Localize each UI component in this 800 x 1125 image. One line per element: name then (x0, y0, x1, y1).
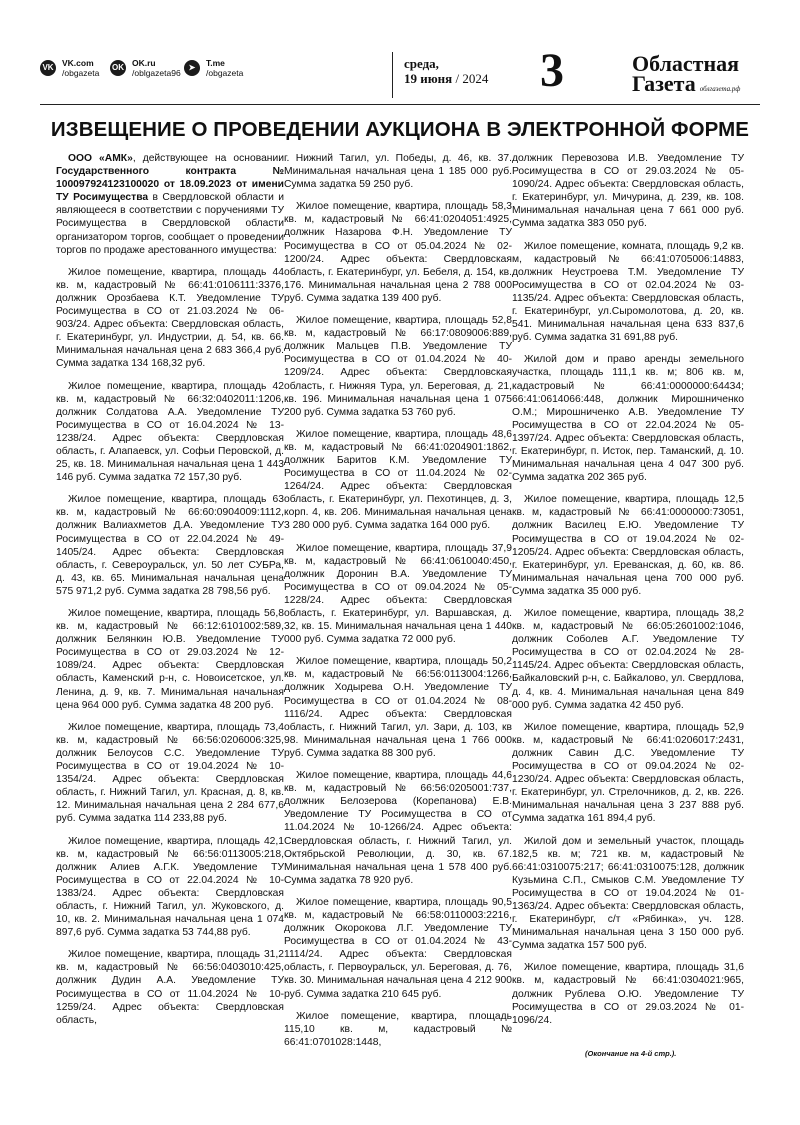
lot-paragraph: Жилое помещение, квартира, площадь 44,6 кв. м, кадастровый № 66:56:0205001:737, должник Белозерова (Корепанова) Е.В. Уведомление ТУ Росимущества в СО от 11.04.2024 № 10-1266/24. Адрес объекта: Свердловская область, г. Нижний Тагил, ул. Октябрьской Революции, д. 30, кв. 67. Минимальная начальная цена 1 578 400 руб. Сумма задатка 78 920 руб. (284, 770, 512, 886)
lot-paragraph: Жилой дом и право аренды земельного участка, площадь 111,1 кв. м; 806 кв. м, кадастровый № 66:41:0000000:64434; 66:41:0614066:448, должник Мирошниченко О.М.; Мирошниченко А.В. Уведомление ТУ Росимущества в СО от 22.04.2024 № 05-1397/24. Адрес объекта: Свердловская область, г. Екатеринбург, п. Исток, пер. Таманский, д. 10. Минимальная начальная цена 4 047 300 руб. Сумма задатка 202 365 руб. (512, 354, 744, 484)
page-number: 3 (540, 44, 564, 97)
article-body (40, 152, 760, 1072)
lot-paragraph: Жилое помещение, квартира, площадь 115,10 кв. м, кадастровый № 66:41:0701028:1448, (284, 1010, 512, 1048)
continuation-note: (Окончание на 4-й стр.). (585, 1049, 677, 1058)
lot-paragraph: Жилое помещение, квартира, площадь 90,5 кв. м, кадастровый № 66:58:0110003:2216, должник Окорокова Л.Г. Уведомление ТУ Росимущества в СО от 01.04.2024 № 43-1114/24. Адрес объекта: Свердловская область, г. Первоуральск, ул. Береговая, д. 76, кв. 30. Минимальная начальная цена 4 212 900 руб. Сумма задатка 210 645 руб. (284, 896, 512, 1000)
lot-paragraph: Жилое помещение, квартира, площадь 52,9 кв. м, кадастровый № 66:41:0206017:2431, должник Савин Д.С. Уведомление ТУ Росимущества в СО от 09.04.2024 № 02-1230/24. Адрес объекта: Свердловская область, г. Екатеринбург, ул. Стрелочников, д. 2, кв. 226. Минимальная начальная цена 3 237 888 руб. Сумма задатка 161 894,4 руб. (512, 721, 744, 825)
lot-paragraph: Жилое помещение, квартира, площадь 48,6 кв. м, кадастровый № 66:41:0204901:1862, должник Баритов К.М. Уведомление ТУ Росимущества в СО от 11.04.2024 № 02-1264/24. Адрес объекта: Свердловская область, г. Екатеринбург, ул. Пехотинцев, д. 3, корп. 4, кв. 206. Минимальная начальная цена 3 280 000 руб. Сумма задатка 164 000 руб. (284, 428, 512, 532)
lot-paragraph: Жилое помещение, квартира, площадь 37,9 кв. м, кадастровый № 66:41:0610040:450, должник Доронин В.А. Уведомление ТУ Росимущества в СО от 09.04.2024 № 05-1228/24. Адрес объекта: Свердловская область, г. Екатеринбург, ул. Варшавская, д. 32, кв. 15. Минимальная начальная цена 1 440 000 руб. Сумма задатка 72 000 руб. (284, 542, 512, 646)
lot-paragraph: Жилое помещение, квартира, площадь 42 кв. м, кадастровый № 66:32:0402011:1206, должник Солдатова А.А. Уведомление ТУ Росимущества в СО от 16.04.2024 № 13-1238/24. Адрес объекта: Свердловская область, г. Алапаевск, ул. Софьи Перовской, д. 25, кв. 18. Минимальная начальная цена 1 443 146 руб. Сумма задатка 72 157,30 руб. (56, 380, 284, 484)
intro-paragraph: ООО «АМК», действующее на основании Государственного контракта № 100097924123100020 от 18.09.2023 от имени ТУ Росимущества в Свердловской области и являющееся в соответствии с поручениями ТУ Росимущества в Свердловской области организатором торгов, сообщает о проведении торгов по продаже арестованного имущества: (56, 153, 284, 256)
lot-paragraph: Жилое помещение, квартира, площадь 31,2 кв. м, кадастровый № 66:56:0403010:425, должник Дудин А.А. Уведомление ТУ Росимущества в СО от 11.04.2024 № 10-1259/24. Адрес объекта: Свердловская область, (56, 949, 284, 1026)
header-rule (40, 104, 760, 105)
ok-link[interactable]: OK OK.ru /oblgazeta96 (112, 58, 181, 78)
ok-icon: OK (110, 60, 126, 76)
telegram-link[interactable]: ➤ T.me /obgazeta (184, 58, 243, 78)
lot-paragraph: Жилое помещение, квартира, площадь 50,2 кв. м, кадастровый № 66:56:0113004:1266, должник Ходырева О.Н. Уведомление ТУ Росимущества в СО от 01.04.2024 № 08-1116/24. Адрес объекта: Свердловская область, г. Нижний Тагил, ул. Зари, д. 103, кв 98. Минимальная начальная цена 1 766 000 руб. Сумма задатка 88 300 руб. (284, 656, 512, 759)
lot-paragraph: Жилое помещение, квартира, площадь 52,8 кв. м, кадастровый № 66:17:0809006:889, должник Мальцев П.В. Уведомление ТУ Росимущества в СО от 01.04.2024 № 40-1209/24. Адрес объекта: Свердловская область, г. Нижняя Тура, ул. Береговая, д. 21, кв. 196. Минимальная начальная цена 1 075 200 руб. Сумма задатка 53 760 руб. (284, 315, 512, 418)
lot-paragraph: Жилое помещение, квартира, площадь 12,5 кв. м, кадастровый № 66:41:0000000:73051, должник Василец Е.Ю. Уведомление ТУ Росимущества в СО от 19.04.2024 № 02-1205/24. Адрес объекта: Свердловская область, г. Екатеринбург, ул. Ереванская, д. 60, кв. 86. Минимальная начальная цена 700 000 руб. Сумма задатка 35 000 руб. (512, 494, 744, 597)
masthead (40, 44, 760, 100)
vk-link[interactable]: VK VK.com /obgazeta (40, 58, 99, 78)
newspaper-logo: Областная Газета облгазета.рф (632, 51, 741, 96)
telegram-icon: ➤ (184, 60, 200, 76)
lot-paragraph: Жилое помещение, комната, площадь 9,2 кв. м, кадастровый № 66:41:0705006:14883, должник Неустроева Т.М. Уведомление ТУ Росимущества в СО от 02.04.2024 № 03-1135/24. Адрес объекта: Свердловская область, г. Екатеринбург, ул.Сыромолотова, д. 20, кв. 541. Минимальная начальная цена 633 837,6 руб. Сумма задатка 31 691,88 руб. (512, 240, 744, 344)
lot-paragraph: г. Нижний Тагил, ул. Победы, д. 46, кв. 37. Минимальная начальная цена 1 185 000 руб. Сумма задатка 59 250 руб. (284, 153, 512, 191)
lot-paragraph: Жилое помещение, квартира, площадь 58,3 кв. м, кадастровый № 66:41:0204051:4925, должник Назарова Ф.Н. Уведомление ТУ Росимущества в СО от 05.04.2024 № 02-1200/24. Адрес объекта: Свердловская область, г. Екатеринбург, ул. Бебеля, д. 154, кв. 176. Минимальная начальная цена 2 788 000 руб. Сумма задатка 139 400 руб. (284, 201, 512, 304)
column-1 (56, 152, 284, 1036)
column-3 (512, 152, 744, 1036)
lot-paragraph: Жилое помещение, квартира, площадь 44 кв. м, кадастровый № 66:41:0106111:3376, должник Орозбаева К.Т. Уведомление ТУ Росимущества в СО от 21.03.2024 № 06-903/24. Адрес объекта: Свердловская область, г. Екатеринбург, ул. Индустрии, д. 54, кв. 66. Минимальная начальная цена 2 683 366,4 руб. Сумма задатка 134 168,32 руб. (56, 266, 284, 370)
column-2 (284, 152, 512, 1058)
lot-paragraph: Жилое помещение, квартира, площадь 73,4 кв. м, кадастровый № 66:56:0206006:325, должник Белоусов С.С. Уведомление ТУ Росимущества в СО от 19.04.2024 № 10-1354/24. Адрес объекта: Свердловская область, г. Нижний Тагил, ул. Красная, д. 8, кв. 12. Минимальная начальная цена 2 284 677,6 руб. Сумма задатка 114 233,88 руб. (56, 721, 284, 825)
lot-paragraph: Жилое помещение, квартира, площадь 56,8 кв. м, кадастровый № 66:12:6101002:589, должник Белянкин Ю.В. Уведомление ТУ Росимущества в СО от 29.03.2024 № 12-1089/24. Адрес объекта: Свердловская область, Каменский р-н, с. Новоисетское, ул. Ленина, д. 9, кв. 7. Минимальная начальная цена 964 000 руб. Сумма задатка 48 200 руб. (56, 608, 284, 711)
issue-date: среда, 19 июня / 2024 (404, 56, 489, 86)
lot-paragraph: Жилое помещение, квартира, площадь 63 кв. м, кадастровый № 66:60:0904009:1112, должник Валиахметов Д.А. Уведомление ТУ Росимущества в СО от 22.04.2024 № 49-1405/24. Адрес объекта: Свердловская область, г. Североуральск, ул. 50 лет СУБРа, д. 43, кв. 65. Минимальная начальная цена 575 971,2 руб. Сумма задатка 28 798,56 руб. (56, 494, 284, 597)
page-title: ИЗВЕЩЕНИЕ О ПРОВЕДЕНИИ АУКЦИОНА В ЭЛЕКТРОННОЙ ФОРМЕ (50, 118, 750, 141)
lot-paragraph: Жилое помещение, квартира, площадь 31,6 кв. м, кадастровый № 66:41:0304021:965, должник Рублева О.Ю. Уведомление ТУ Росимущества в СО от 29.03.2024 № 01-1096/24. (512, 962, 744, 1026)
header-divider (392, 52, 393, 98)
vk-icon: VK (40, 60, 56, 76)
lot-paragraph: Жилой дом и земельный участок, площадь 182,5 кв. м; 721 кв. м, кадастровый № 66:41:0310075:217; 66:41:0310075:128, должник Кузьмина С.П., Смыков С.М. Уведомление ТУ Росимущества в СО от 19.04.2024 № 01-1363/24. Адрес объекта: Свердловская область, г. Екатеринбург, с/т «Рябинка», уч. 128. Минимальная начальная цена 3 150 000 руб. Сумма задатка 157 500 руб. (512, 835, 744, 952)
lot-paragraph: Жилое помещение, квартира, площадь 38,2 кв. м, кадастровый № 66:05:2601002:1046, должник Соболев А.Г. Уведомление ТУ Росимущества в СО от 02.04.2024 № 28-1145/24. Адрес объекта: Свердловская область, Байкаловский р-н, с. Байкалово, ул. Свердлова, д. 4, кв. 4. Минимальная начальная цена 849 000 руб. Сумма задатка 42 450 руб. (512, 608, 744, 711)
lot-paragraph: должник Перевозова И.В. Уведомление ТУ Росимущества в СО от 29.03.2024 № 05-1090/24. Адрес объекта: Свердловская область, г. Екатеринбург, ул. Мичурина, д. 239, кв. 108. Минимальная начальная цена 7 661 000 руб. Сумма задатка 383 050 руб. (512, 153, 744, 230)
lot-paragraph: Жилое помещение, квартира, площадь 42,1 кв. м, кадастровый № 66:56:0113005:218, должник Алиев А.Г.К. Уведомление ТУ Росимущества в СО от 22.04.2024 № 10-1383/24. Адрес объекта: Свердловская область, г. Нижний Тагил, ул. Жуковского, д. 10, кв. 2. Минимальная начальная цена 1 074 897,6 руб. Сумма задатка 53 744,88 руб. (56, 835, 284, 939)
